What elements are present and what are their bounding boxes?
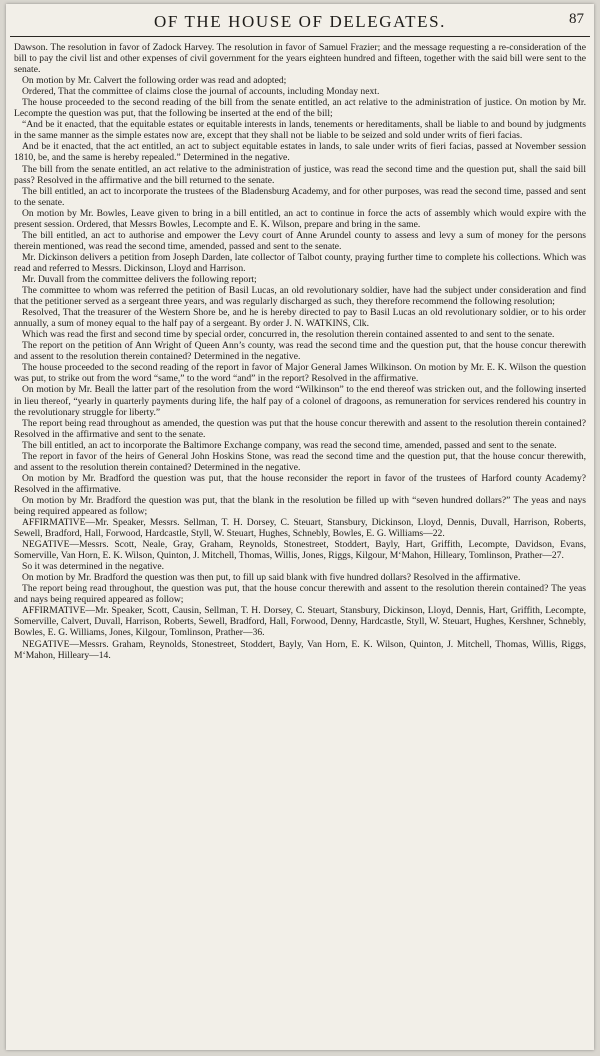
paragraph: Ordered, That the committee of claims close the journal of accounts, including Monday next. (22, 86, 380, 98)
paragraph: Dawson. The resolution in favor of Zadock Harvey. The resolution in favor of Samuel Frazier; and the message requesting a re-consideration of the bill to pay the civil list and other expenses of civil government for the years eighteen hundred and fifteen, together with the said bill were sent to the senate. (14, 42, 586, 76)
paragraph: The bill entitled, an act to incorporate the Baltimore Exchange company, was read the second time, amended, passed and sent to the senate. (22, 439, 557, 451)
vote-list: AFFIRMATIVE—Mr. Speaker, Messrs. Sellman, T. H. Dorsey, C. Steuart, Stansbury, Dickinson, Lloyd, Dennis, Duvall, Harrison, Roberts, Sewell, Bradford, Hall, Forwood, Hardcastle, Styll, W. Steuart, Hughes, Schnebly, Bowles, E. G. Williams—22. (14, 517, 586, 540)
paragraph: On motion by Mr. Bradford the question was then put, to fill up said blank with five hundred dollars? Resolved in the affirmative. (22, 572, 521, 584)
paragraph: The bill entitled, an act to incorporate the trustees of the Bladensburg Academy, and for other purposes, was read the second time, passed and sent to the senate. (14, 185, 586, 208)
paragraph: The report in favor of the heirs of General John Hoskins Stone, was read the second time and the question put, that the house concur therewith, and assent to the resolution therein contained? Determined in the negative. (14, 450, 586, 473)
paragraph: The bill entitled, an act to authorise and empower the Levy court of Anne Arundel county to assess and levy a sum of money for the persons therein mentioned, was read the second time, amended, passed and sent to the senate. (14, 229, 586, 252)
page-number: 87 (569, 11, 584, 27)
paragraph: On motion by Mr. Beall the latter part of the resolution from the word “Wilkinson” to the end thereof was stricken out, and the following inserted in lieu thereof, “yearly in quarterly payments during life, the half pay of a colonel of dragoons, as remuneration for services rendered his country in the revolutionary struggle for liberty.” (14, 384, 586, 418)
paragraph: The house proceeded to the second reading of the report in favor of Major General James Wilkinson. On motion by Mr. E. K. Wilson the question was put, to strike out from the word “same,” to the word “and” in the report? Resolved in the affirmative. (14, 362, 586, 385)
paragraph: On motion by Mr. Bradford the question was put, that the blank in the resolution be filled up with “seven hundred dollars?” The yeas and nays being required appeared as follow; (14, 494, 586, 517)
journal-text (14, 42, 586, 661)
paragraph: The report being read throughout as amended, the question was put that the house concur therewith and assent to the resolution therein contained? Resolved in the affirmative and sent to the senate. (14, 417, 586, 440)
header-rule (10, 36, 590, 37)
vote-list: NEGATIVE—Messrs. Scott, Neale, Gray, Graham, Reynolds, Stonestreet, Stoddert, Bayly, Hart, Griffith, Lecompte, Davidson, Evans, Somerville, Van Horn, E. K. Wilson, Quinton, J. Mitchell, Thomas, Willis, Jones, Riggs, Kilgour, M‘Mahon, Hilleary, Tomlinson, Prather—27. (14, 539, 586, 562)
paragraph: The committee to whom was referred the petition of Basil Lucas, an old revolutionary soldier, have had the subject under consideration and find that the petitioner served as a sergeant three years, and was regularly discharged as such, they therefore recommend the following resolution; (14, 285, 586, 308)
paragraph: On motion by Mr. Calvert the following order was read and adopted; (22, 75, 287, 87)
paragraph: The report being read throughout, the question was put, that the house concur therewith and assent to the resolution therein contained? The yeas and nays being required appeared as follow; (14, 583, 586, 606)
page-header (6, 10, 594, 36)
paragraph: Resolved, That the treasurer of the Western Shore be, and he is hereby directed to pay to Basil Lucas an old revolutionary soldier, or to his order annually, a sum of money equal to the half pay of a sergeant. By order J. N. WATKINS, Clk. (14, 307, 586, 330)
page-title: OF THE HOUSE OF DELEGATES. (153, 12, 447, 31)
paragraph: Which was read the first and second time by special order, concurred in, the resolution therein contained assented to and sent to the senate. (22, 329, 555, 341)
paragraph: On motion by Mr. Bradford the question was put, that the house reconsider the report in favor of the trustees of Harford county Academy? Resolved in the affirmative. (14, 472, 586, 495)
paragraph: The house proceeded to the second reading of the bill from the senate entitled, an act relative to the administration of justice. On motion by Mr. Lecompte the question was put, that the following be inserted at the end of the bill; (14, 97, 586, 120)
paragraph: “And be it enacted, that the equitable estates or equitable interests in lands, tenements or hereditaments, shall be liable to and bound by judgments in the same manner as the simple estates now are, except that they shall not be liable to be seized and sold under writs of fieri facias. (14, 119, 586, 142)
paragraph: Mr. Duvall from the committee delivers the following report; (22, 273, 257, 285)
vote-list: AFFIRMATIVE—Mr. Speaker, Scott, Causin, Sellman, T. H. Dorsey, C. Steuart, Stansbury, Dickinson, Lloyd, Dennis, Hart, Griffith, Lecompte, Somerville, Calvert, Duvall, Harrison, Roberts, Sewell, Bradford, Hall, Forwood, Denny, Hardcastle, Styll, W. Steuart, Hughes, Kershner, Schnebly, Bowles, E. G. Williams, Jones, Kilgour, Tomlinson, Prather—36. (14, 605, 586, 639)
vote-list: NEGATIVE—Messrs. Graham, Reynolds, Stonestreet, Stoddert, Bayly, Van Horn, E. K. Wilson, Quinton, J. Mitchell, Thomas, Willis, Riggs, M‘Mahon, Hilleary—14. (14, 638, 586, 661)
paragraph: On motion by Mr. Bowles, Leave given to bring in a bill entitled, an act to continue in force the acts of assembly which would expire with the present session. Ordered, that Messrs Bowles, Lecompte and E. K. Wilson, prepare and bring in the same. (14, 207, 586, 230)
paragraph: And be it enacted, that the act entitled, an act to subject equitable estates in lands, to sale under writs of fieri facias, passed at November session 1810, be, and the same is hereby repealed.” Determined in the negative. (14, 141, 586, 164)
document-page (6, 4, 594, 1050)
paragraph: The bill from the senate entitled, an act relative to the administration of justice, was read the second time and the question put, shall the said bill pass? Resolved in the affirmative and the bill returned to the senate. (14, 163, 586, 186)
paragraph: Mr. Dickinson delivers a petition from Joseph Darden, late collector of Talbot county, praying further time to complete his collections. Which was read and referred to Messrs. Dickinson, Lloyd and Harrison. (14, 251, 586, 274)
paragraph: So it was determined in the negative. (22, 561, 165, 573)
paragraph: The report on the petition of Ann Wright of Queen Ann’s county, was read the second time and the question put, that the house concur therewith and assent to the resolution therein contained? Determined in the negative. (14, 340, 586, 363)
